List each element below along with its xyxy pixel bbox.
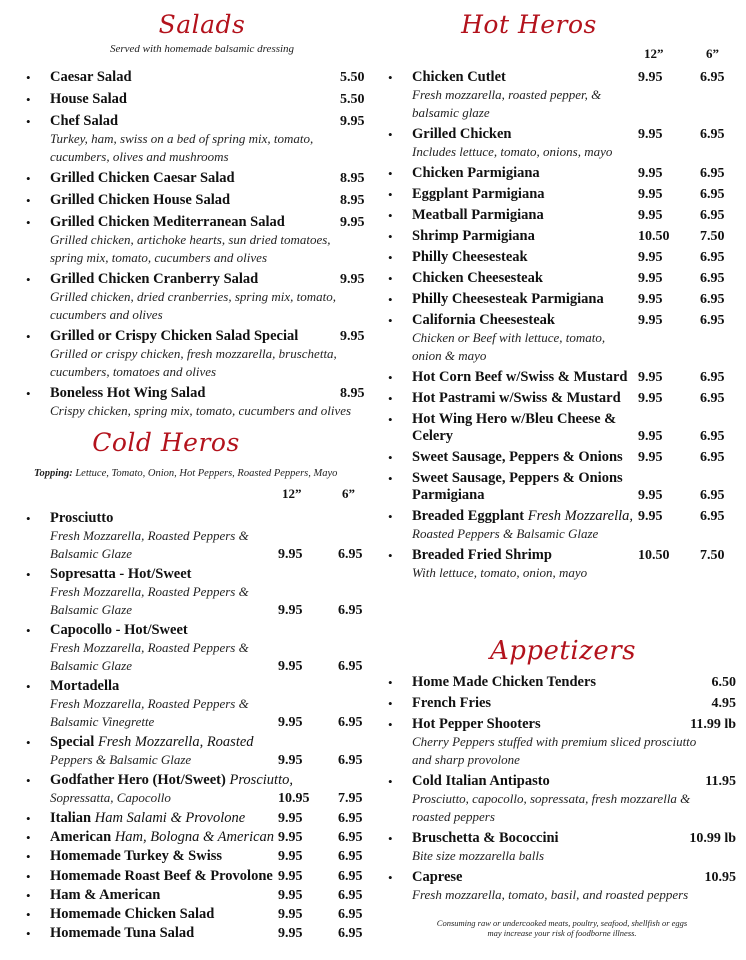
bullet-icon: • — [388, 696, 393, 711]
price-12-inch: 9.95 — [638, 187, 663, 202]
price-12-inch: 10.50 — [638, 229, 670, 244]
bullet-icon: • — [26, 193, 31, 208]
item-name: Chef Salad — [50, 113, 119, 129]
bullet-icon: • — [388, 717, 393, 732]
salads-title: Salads — [158, 10, 246, 39]
bullet-icon: • — [388, 250, 393, 265]
bullet-icon: • — [26, 386, 31, 401]
item-price: 9.95 — [340, 114, 365, 129]
hot-heros-title: Hot Heros — [461, 10, 597, 39]
item-name-text: Hot Corn Beef w/Swiss & Mustard — [412, 369, 628, 385]
item-name: House Salad — [50, 91, 127, 107]
appetizer-item — [388, 695, 738, 712]
item-name — [412, 390, 628, 407]
price-6-inch: 6.95 — [700, 70, 725, 85]
bullet-icon: • — [26, 567, 31, 582]
price-12-inch: 9.95 — [638, 429, 663, 444]
price-6-inch: 6.95 — [338, 926, 363, 941]
bullet-icon: • — [26, 329, 31, 344]
item-name-text: California Cheesesteak — [412, 312, 555, 328]
item-price: 8.95 — [340, 386, 365, 401]
item-inline-description: Ham Salami & Provolone — [94, 810, 246, 826]
bullet-icon: • — [388, 229, 393, 244]
price-12-inch: 9.95 — [638, 391, 663, 406]
price-12-inch: 9.95 — [638, 70, 663, 85]
item-name — [50, 566, 376, 583]
bullet-icon: • — [388, 471, 393, 486]
item-name — [50, 810, 376, 827]
item-name-text: Homemade Turkey & Swiss — [50, 848, 223, 864]
price-12-inch: 10.50 — [638, 548, 670, 563]
price-6-inch: 6.95 — [700, 208, 725, 223]
price-6-inch: 6.95 — [700, 187, 725, 202]
price-6-inch: 7.95 — [338, 791, 363, 806]
salads-list — [26, 69, 378, 424]
salads-subtitle: Served with homemade balsamic dressing — [109, 43, 295, 55]
item-name-text: American — [50, 829, 112, 845]
item-name: Bruschetta & Bococcini — [412, 830, 559, 846]
item-name-text: Sweet Sausage, Peppers & Onions Parmigiana — [412, 470, 623, 503]
hot-heros-size-header — [388, 46, 738, 62]
price-6-inch: 6.95 — [338, 753, 363, 768]
bullet-icon: • — [26, 70, 31, 85]
item-name — [50, 868, 376, 885]
price-12-inch: 9.95 — [638, 250, 663, 265]
bullet-icon: • — [26, 623, 31, 638]
item-name-text: Godfather Hero (Hot/Sweet) — [50, 772, 226, 788]
item-price: 8.95 — [340, 193, 365, 208]
item-name: Grilled Chicken Mediterranean Salad — [50, 214, 285, 230]
price-6-inch: 6.95 — [338, 547, 363, 562]
price-6-inch: 6.95 — [700, 391, 725, 406]
price-6-inch: 6.95 — [338, 603, 363, 618]
item-price: 10.99 lb — [689, 831, 736, 846]
price-12-inch: 9.95 — [278, 907, 303, 922]
item-name-text: Chicken Parmigiana — [412, 165, 540, 181]
salad-item — [26, 328, 378, 381]
item-name-text: Chicken Cutlet — [412, 69, 506, 85]
hot-size-small: 6” — [706, 46, 719, 61]
bullet-icon: • — [26, 773, 31, 788]
bullet-icon: • — [388, 370, 393, 385]
item-name: Grilled Chicken Cranberry Salad — [50, 271, 259, 287]
bullet-icon: • — [388, 675, 393, 690]
item-name: Grilled Chicken Caesar Salad — [50, 170, 235, 186]
cold-hero-item — [26, 848, 378, 865]
bullet-icon: • — [26, 907, 31, 922]
item-price: 9.95 — [340, 215, 365, 230]
salad-item — [26, 214, 378, 267]
appetizer-item — [388, 869, 738, 904]
salad-item — [26, 91, 378, 108]
salad-item — [26, 192, 378, 209]
item-name-text: Homemade Tuna Salad — [50, 925, 195, 941]
cold-hero-item — [26, 829, 378, 846]
hot-hero-item — [388, 186, 738, 203]
hot-hero-item — [388, 390, 738, 407]
bullet-icon: • — [388, 208, 393, 223]
hot-hero-item — [388, 411, 738, 445]
cold-hero-item — [26, 510, 378, 563]
hot-hero-item — [388, 249, 738, 266]
cold-size-large: 12” — [282, 486, 302, 501]
appetizer-item — [388, 716, 738, 769]
price-12-inch: 9.95 — [638, 313, 663, 328]
price-6-inch: 6.95 — [338, 869, 363, 884]
item-name — [412, 228, 628, 245]
item-name — [50, 678, 376, 695]
item-name — [412, 69, 628, 86]
bullet-icon: • — [388, 70, 393, 85]
item-name: Hot Pepper Shooters — [412, 716, 541, 732]
item-description: Includes lettuce, tomato, onions, mayo — [412, 144, 613, 159]
price-6-inch: 6.95 — [700, 509, 725, 524]
topping-text: Lettuce, Tomato, Onion, Hot Peppers, Roasted Peppers, Mayo — [75, 468, 338, 479]
cold-hero-item — [26, 887, 378, 904]
item-description: Turkey, ham, swiss on a bed of spring mix, tomato, cucumbers, olives and mushrooms — [50, 131, 314, 164]
item-name — [412, 369, 628, 386]
item-price: 4.95 — [711, 696, 736, 711]
price-12-inch: 9.95 — [638, 370, 663, 385]
price-12-inch: 9.95 — [638, 488, 663, 503]
hot-hero-item — [388, 126, 738, 161]
bullet-icon: • — [26, 735, 31, 750]
hot-hero-item — [388, 165, 738, 182]
item-description: Fresh Mozzarella, Roasted Peppers & Balsamic Vinegrette — [50, 696, 249, 729]
item-description: Fresh mozzarella, tomato, basil, and roasted peppers — [412, 887, 689, 902]
item-name: Caprese — [412, 869, 463, 885]
bullet-icon: • — [388, 166, 393, 181]
bullet-icon: • — [26, 114, 31, 129]
price-6-inch: 6.95 — [700, 313, 725, 328]
item-description: Fresh Mozzarella, Roasted Peppers & Balsamic Glaze — [50, 528, 249, 561]
bullet-icon: • — [388, 774, 393, 789]
price-12-inch: 9.95 — [278, 659, 303, 674]
item-description: Peppers & Balsamic Glaze — [50, 752, 192, 767]
item-name — [412, 186, 628, 203]
bullet-icon: • — [388, 391, 393, 406]
item-name-text: Chicken Cheesesteak — [412, 270, 543, 286]
bullet-icon: • — [388, 271, 393, 286]
item-name — [412, 449, 628, 466]
item-name-text: Hot Pastrami w/Swiss & Mustard — [412, 390, 621, 406]
price-12-inch: 9.95 — [278, 603, 303, 618]
cold-size-small: 6” — [342, 486, 355, 501]
item-name-text: Italian — [50, 810, 92, 826]
item-name-text: Breaded Eggplant — [412, 508, 525, 524]
price-12-inch: 9.95 — [278, 849, 303, 864]
item-name-text: Sopresatta - Hot/Sweet — [50, 566, 192, 582]
item-name: Grilled Chicken House Salad — [50, 192, 231, 208]
price-6-inch: 6.95 — [338, 907, 363, 922]
bullet-icon: • — [388, 127, 393, 142]
price-12-inch: 9.95 — [638, 166, 663, 181]
hot-hero-item — [388, 470, 738, 504]
item-name — [412, 126, 628, 143]
hot-hero-item — [388, 207, 738, 224]
cold-heros-size-header — [26, 486, 378, 502]
item-inline-description: Fresh Mozzarella, — [527, 508, 634, 524]
hot-hero-item — [388, 291, 738, 308]
hot-hero-item — [388, 547, 738, 582]
cold-hero-item — [26, 678, 378, 731]
price-12-inch: 9.95 — [638, 271, 663, 286]
hot-hero-item — [388, 449, 738, 466]
hot-hero-item — [388, 228, 738, 245]
price-6-inch: 6.95 — [700, 250, 725, 265]
price-12-inch: 9.95 — [278, 926, 303, 941]
salad-item — [26, 170, 378, 187]
appetizers-title: Appetizers — [489, 636, 637, 666]
price-6-inch: 6.95 — [338, 659, 363, 674]
item-price: 8.95 — [340, 171, 365, 186]
item-price: 11.99 lb — [690, 717, 736, 732]
cold-hero-item — [26, 772, 378, 807]
cold-hero-item — [26, 622, 378, 675]
appetizer-item — [388, 830, 738, 865]
price-6-inch: 7.50 — [700, 229, 725, 244]
price-12-inch: 10.95 — [278, 791, 310, 806]
item-name-text: Meatball Parmigiana — [412, 207, 544, 223]
cold-hero-item — [26, 868, 378, 885]
bullet-icon: • — [26, 171, 31, 186]
price-12-inch: 9.95 — [278, 811, 303, 826]
item-name-text: Mortadella — [50, 678, 120, 694]
cold-hero-item — [26, 810, 378, 827]
bullet-icon: • — [388, 450, 393, 465]
price-6-inch: 6.95 — [338, 849, 363, 864]
hot-hero-item — [388, 69, 738, 122]
bullet-icon: • — [388, 412, 393, 427]
item-description: Fresh Mozzarella, Roasted Peppers & Balsamic Glaze — [50, 584, 249, 617]
item-name: French Fries — [412, 695, 492, 711]
item-description: Roasted Peppers & Balsamic Glaze — [412, 526, 599, 541]
item-name — [50, 829, 376, 846]
bullet-icon: • — [26, 926, 31, 941]
item-name: Boneless Hot Wing Salad — [50, 385, 206, 401]
appetizer-item — [388, 674, 738, 691]
hot-hero-item — [388, 369, 738, 386]
price-12-inch: 9.95 — [278, 547, 303, 562]
item-description: Sopressatta, Capocollo — [50, 790, 171, 805]
bullet-icon: • — [388, 831, 393, 846]
price-6-inch: 6.95 — [700, 488, 725, 503]
item-description: With lettuce, tomato, onion, mayo — [412, 565, 588, 580]
item-price: 9.95 — [340, 329, 365, 344]
item-name — [50, 772, 376, 789]
bullet-icon: • — [26, 849, 31, 864]
item-price: 5.50 — [340, 70, 365, 85]
cold-hero-item — [26, 734, 378, 769]
bullet-icon: • — [26, 215, 31, 230]
item-inline-description: Ham, Bologna & American — [114, 829, 275, 845]
item-name — [50, 510, 376, 527]
salad-item — [26, 271, 378, 324]
item-name-text: Philly Cheesesteak — [412, 249, 528, 265]
item-name: Caesar Salad — [50, 69, 132, 85]
item-description: Bite size mozzarella balls — [412, 848, 545, 863]
item-description: Grilled chicken, artichoke hearts, sun dried tomatoes, spring mix, tomato, cucumbers and olives — [50, 232, 331, 265]
item-name — [412, 547, 628, 564]
price-6-inch: 6.95 — [700, 292, 725, 307]
item-name — [50, 848, 376, 865]
item-price: 10.95 — [704, 870, 736, 885]
cold-hero-item — [26, 925, 378, 942]
item-name — [412, 312, 628, 329]
item-inline-description: Fresh Mozzarella, Roasted — [97, 734, 254, 750]
price-6-inch: 6.95 — [338, 715, 363, 730]
price-12-inch: 9.95 — [278, 869, 303, 884]
cold-heros-list — [26, 510, 378, 944]
bullet-icon: • — [26, 92, 31, 107]
item-name — [412, 411, 628, 445]
price-6-inch: 6.95 — [338, 830, 363, 845]
price-12-inch: 9.95 — [278, 715, 303, 730]
item-price: 6.50 — [711, 675, 736, 690]
price-6-inch: 6.95 — [338, 888, 363, 903]
item-name-text: Sweet Sausage, Peppers & Onions — [412, 449, 623, 465]
item-price: 9.95 — [340, 272, 365, 287]
hot-size-large: 12” — [644, 46, 664, 61]
price-6-inch: 6.95 — [700, 166, 725, 181]
price-12-inch: 9.95 — [638, 450, 663, 465]
price-12-inch: 9.95 — [638, 292, 663, 307]
item-price: 11.95 — [705, 774, 736, 789]
salad-item — [26, 385, 378, 420]
item-description: Chicken or Beef with lettuce, tomato, onion & mayo — [412, 330, 606, 363]
item-name-text: Hot Wing Hero w/Bleu Cheese & Celery — [412, 411, 617, 444]
item-name — [50, 925, 376, 942]
disclaimer-line-1: Consuming raw or undercooked meats, poultry, seafood, shellfish or eggs — [436, 918, 688, 928]
item-name-text: Philly Cheesesteak Parmigiana — [412, 291, 604, 307]
item-name-text: Ham & American — [50, 887, 161, 903]
cold-heros-title: Cold Heros — [92, 428, 240, 457]
bullet-icon: • — [26, 679, 31, 694]
topping-label: Topping: — [34, 468, 73, 479]
cold-hero-item — [26, 566, 378, 619]
item-description: Crispy chicken, spring mix, tomato, cucumbers and olives — [50, 403, 352, 418]
price-12-inch: 9.95 — [638, 127, 663, 142]
cold-heros-topping — [34, 468, 378, 479]
price-6-inch: 6.95 — [700, 450, 725, 465]
item-inline-description: Prosciutto, — [229, 772, 293, 788]
item-name — [412, 249, 628, 266]
price-12-inch: 9.95 — [638, 509, 663, 524]
item-name-text: Prosciutto — [50, 510, 114, 526]
appetizers-list — [388, 674, 738, 908]
item-name — [412, 470, 628, 504]
item-name — [412, 508, 634, 525]
price-12-inch: 9.95 — [278, 888, 303, 903]
bullet-icon: • — [26, 511, 31, 526]
price-12-inch: 9.95 — [638, 208, 663, 223]
price-6-inch: 6.95 — [700, 127, 725, 142]
item-name — [412, 270, 628, 287]
item-name-text: Eggplant Parmigiana — [412, 186, 545, 202]
item-name: Grilled or Crispy Chicken Salad Special — [50, 328, 299, 344]
item-name — [50, 734, 376, 751]
item-price: 5.50 — [340, 92, 365, 107]
item-name — [50, 906, 376, 923]
item-description: Grilled or crispy chicken, fresh mozzarella, bruschetta, cucumbers, tomatoes and olives — [50, 346, 337, 379]
hot-hero-item — [388, 270, 738, 287]
item-name-text: Homemade Roast Beef & Provolone — [50, 868, 273, 884]
item-name — [412, 207, 628, 224]
disclaimer-line-2: may increase your risk of foodborne illness. — [487, 928, 637, 938]
item-name: Home Made Chicken Tenders — [412, 674, 597, 690]
bullet-icon: • — [26, 272, 31, 287]
price-6-inch: 6.95 — [338, 811, 363, 826]
item-name: Cold Italian Antipasto — [412, 773, 550, 789]
price-12-inch: 9.95 — [278, 830, 303, 845]
price-6-inch: 6.95 — [700, 370, 725, 385]
item-name-text: Breaded Fried Shrimp — [412, 547, 552, 563]
price-6-inch: 6.95 — [700, 429, 725, 444]
salad-item — [26, 69, 378, 86]
hot-hero-item — [388, 508, 738, 543]
bullet-icon: • — [388, 548, 393, 563]
appetizer-item — [388, 773, 738, 826]
cold-hero-item — [26, 906, 378, 923]
price-12-inch: 9.95 — [278, 753, 303, 768]
price-6-inch: 6.95 — [700, 271, 725, 286]
item-name-text: Special — [50, 734, 95, 750]
item-name-text: Homemade Chicken Salad — [50, 906, 215, 922]
item-name-text: Capocollo - Hot/Sweet — [50, 622, 188, 638]
item-description: Fresh Mozzarella, Roasted Peppers & Balsamic Glaze — [50, 640, 249, 673]
hot-heros-list — [388, 69, 738, 586]
item-name — [412, 291, 628, 308]
salad-item — [26, 113, 378, 166]
item-description: Cherry Peppers stuffed with premium sliced prosciutto and sharp provolone — [412, 734, 697, 767]
bullet-icon: • — [388, 870, 393, 885]
bullet-icon: • — [388, 313, 393, 328]
item-description: Grilled chicken, dried cranberries, spring mix, tomato, cucumbers and olives — [50, 289, 336, 322]
hot-hero-item — [388, 312, 738, 365]
item-name-text: Grilled Chicken — [412, 126, 512, 142]
item-description: Fresh mozzarella, roasted pepper, & balsamic glaze — [412, 87, 602, 120]
item-description: Prosciutto, capocollo, sopressata, fresh mozzarella & roasted peppers — [412, 791, 691, 824]
item-name-text: Shrimp Parmigiana — [412, 228, 535, 244]
bullet-icon: • — [388, 509, 393, 524]
bullet-icon: • — [26, 869, 31, 884]
bullet-icon: • — [388, 187, 393, 202]
bullet-icon: • — [388, 292, 393, 307]
bullet-icon: • — [26, 830, 31, 845]
item-name — [50, 887, 376, 904]
item-name — [412, 165, 628, 182]
bullet-icon: • — [26, 811, 31, 826]
bullet-icon: • — [26, 888, 31, 903]
price-6-inch: 7.50 — [700, 548, 725, 563]
item-name — [50, 622, 376, 639]
